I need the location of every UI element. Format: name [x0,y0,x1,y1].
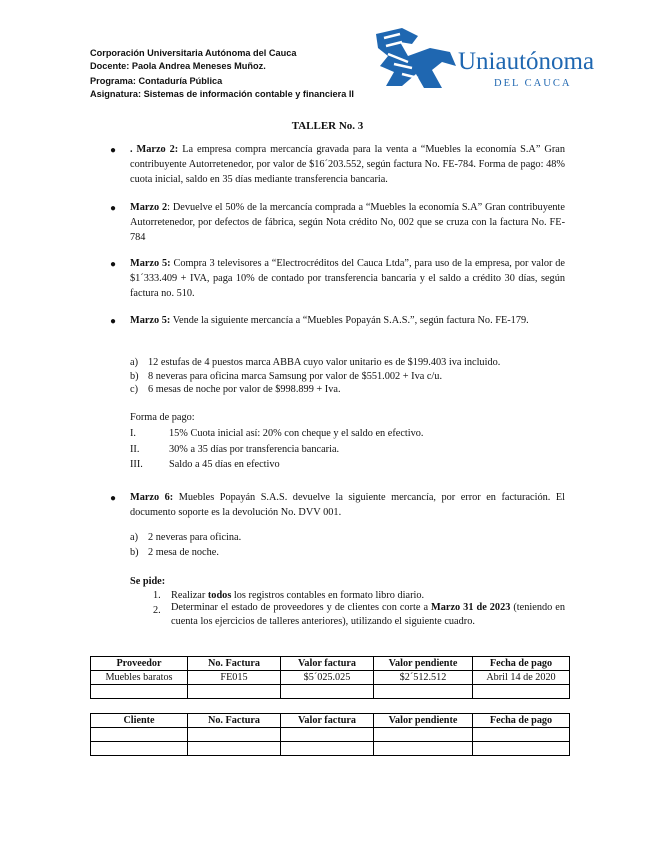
sub-item: c) 6 mesas de noche por valor de $998.899 + Iva. [130,384,341,395]
sub-item: a) 12 estufas de 4 puestos marca ABBA cuyo valor unitario es de $199.403 iva incluido. [130,357,501,368]
bullet-icon: ● [110,316,117,327]
item-text: Vende la siguiente mercancía a “Muebles Popayán S.A.S.”, según factura No. FE-179. [170,315,529,326]
payment-title: Forma de pago: [130,412,195,423]
logo-subtitle: DEL CAUCA [494,78,572,89]
se-pide-heading: Se pide: [130,576,166,587]
bullet-icon: ● [110,493,117,504]
item-text: Muebles Popayán S.A.S. devuelve la siguiente mercancía, por error en facturación. El documento soporte es la devolución No. DVV 001. [130,492,565,518]
task-item: Determinar el estado de proveedores y de clientes con corte a Marzo 31 de 2023 (teniendo en cuenta los ejercicios de talleres anteriores), utilizando el siguiente cuadro. [171,602,565,627]
table-row [91,742,570,756]
clients-table [90,713,570,756]
sub-item: b) 2 mesa de noche. [130,547,219,558]
institution-name: Corporación Universitaria Autónoma del Cauca [90,48,297,58]
bullet-icon: ● [110,145,117,156]
item-lead: Marzo 6: [130,492,174,503]
suppliers-table [90,656,570,699]
payment-item: II. 30% a 35 días por transferencia bancaria. [130,444,340,455]
table-row [91,685,570,699]
table-header-row: Cliente No. Factura Valor factura Valor pendiente Fecha de pago [91,714,570,728]
item-text: Compra 3 televisores a “Electrocréditos del Cauca Ltda”, para uso de la empresa, por valor de $1´333.409 + IVA, paga 10% de contado por transferencia bancaria y el saldo a crédito 30 días, según factura no. 510. [130,258,565,299]
list-item [130,200,565,245]
list-item [130,142,565,187]
logo-wordmark: Uniautónoma [458,48,595,75]
bullet-icon: ● [110,259,117,270]
table-row: Muebles baratos FE015 $5´025.025 $2´512.512 Abril 14 de 2020 [91,671,570,685]
task-item: 1. Realizar todos los registros contables en formato libro diario. [153,590,425,601]
item-text: : Devuelve el 50% de la mercancía comprada a “Muebles la economía S.A” Gran contribuyente Autorretenedor, por defectos de fábrica, según Nota crédito No, 002 que se cruza con la factura No. FE-784 [130,202,565,243]
list-item [130,256,565,301]
item-lead: Marzo 5: [130,258,171,269]
page-title: TALLER No. 3 [291,120,364,132]
payment-item: III. Saldo a 45 días en efectivo [130,459,280,470]
university-logo [372,26,622,96]
bullet-icon: ● [110,203,117,214]
subject-line: Asignatura: Sistemas de información contable y financiera II [90,89,354,99]
payment-item: I. 15% Cuota inicial así: 20% con cheque y el saldo en efectivo. [130,428,424,439]
item-lead: . Marzo 2: [130,144,179,155]
item-text: La empresa compra mercancía gravada para la venta a “Muebles la economía S.A” Gran contribuyente Autorretenedor, por valor de $16´203.552, según factura No. FE-784. Forma de pago: 48% cuota inicial, saldo en 35 días mediante transferencia bancaria. [130,144,565,185]
table-row [91,728,570,742]
item-lead: Marzo 2 [130,202,168,213]
task-mark: 2. [153,605,161,616]
sub-item: b) 8 neveras para oficina marca Samsung por valor de $551.002 + Iva c/u. [130,371,443,382]
list-item [130,490,565,520]
griffin-icon [372,26,458,92]
table-header-row: Proveedor No. Factura Valor factura Valor pendiente Fecha de pago [91,657,570,671]
program-line: Programa: Contaduría Pública [90,76,223,86]
teacher-line: Docente: Paola Andrea Meneses Muñoz. [90,61,266,71]
item-lead: Marzo 5: [130,315,171,326]
sub-item: a) 2 neveras para oficina. [130,532,242,543]
list-item [130,313,565,328]
